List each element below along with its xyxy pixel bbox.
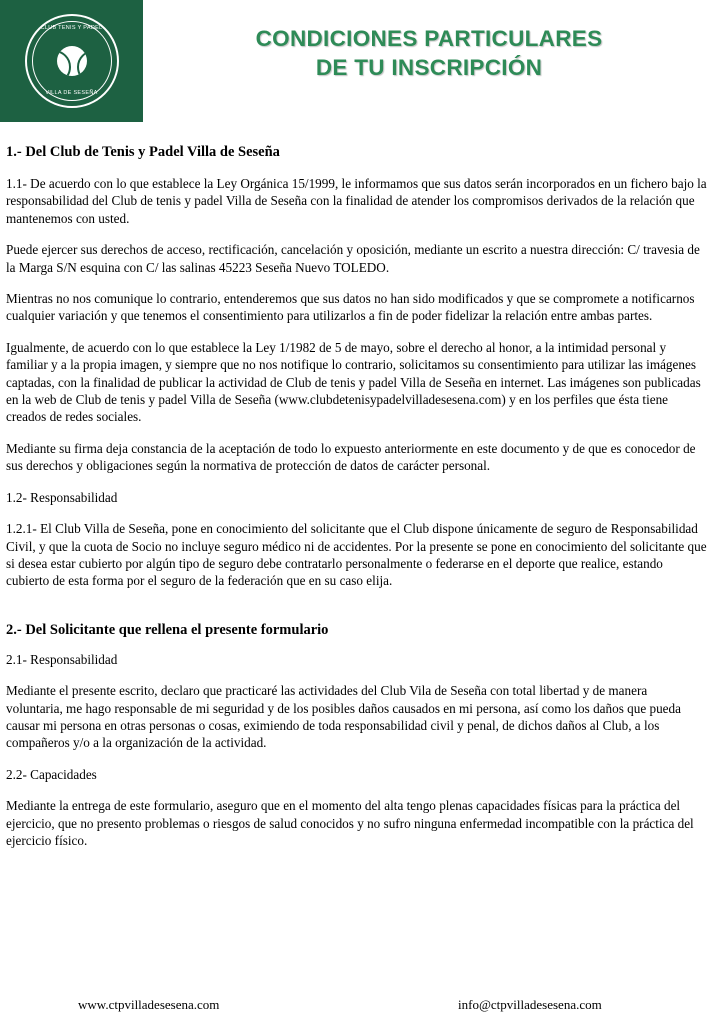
document-title-container: [143, 0, 715, 122]
document-footer: [0, 992, 715, 1018]
section-heading-1: 1.- Del Club de Tenis y Padel Villa de Seseña: [6, 144, 280, 160]
section-heading-2: 2.- Del Solicitante que rellena el presente formulario: [6, 621, 329, 638]
subheading-2-1: 2.1- Responsabilidad: [6, 651, 118, 667]
paragraph-signature: Mediante su firma deja constancia de la aceptación de todo lo expuesto anteriormente en este documento y de que es conocedor de sus derechos y obligaciones según la normativa de protección de datos de carácter personal.: [6, 440, 696, 474]
document-body: [0, 122, 715, 849]
logo-text-bottom: VILLA DE SESEÑA: [45, 90, 98, 96]
paragraph-1-1: 1.1- De acuerdo con lo que establece la Ley Orgánica 15/1999, le informamos que sus datos serán incorporados en un fichero bajo la responsabilidad del Club de tenis y padel Villa de Seseña con la finalidad de atender los compromisos derivados de la relación que mantenemos con usted.: [6, 176, 707, 226]
logo-text-top: CLUB TENIS Y PADEL: [40, 25, 103, 31]
club-logo-container: [0, 0, 143, 122]
page-title-line-1: CONDICIONES PARTICULARES: [255, 26, 603, 51]
paragraph-notification: Mientras no nos comunique lo contrario, entenderemos que sus datos no han sido modificados y que se compromete a notificarnos cualquier variación y que tenemos el consentimiento para utilizarlos a fin de poder fidelizar la relación entre ambas partes.: [6, 291, 695, 324]
footer-website[interactable]: www.ctpvilladesesena.com: [78, 997, 220, 1012]
paragraph-1-2-1: 1.2.1- El Club Villa de Seseña, pone en conocimiento del solicitante que el Club dispone únicamente de seguro de Responsabilidad Civil, y que la cuota de Socio no incluye seguro médico ni de accidentes. Por la presente se pone en conocimiento del solicitante que si desea estar cubierto por algún tipo de seguro debe contratarlo personalmente o federarse en el deporte que realice, estando cubierto de esta forma por el seguro de la federación que en su caso elija.: [6, 521, 707, 589]
paragraph-2-1-body: Mediante el presente escrito, declaro que practicaré las actividades del Club Vila de Seseña con total libertad y de manera voluntaria, me hago responsable de mi seguridad y de los posibles daños causados en mi persona, así como los daños que pueda causar mi persona en otras personas o cosas, eximiendo de toda responsabilidad civil y penal, de dichos daños al Club, a los compañeros y/o a la organización de la actividad.: [6, 683, 681, 751]
paragraph-image-rights: Igualmente, de acuerdo con lo que establece la Ley 1/1982 de 5 de mayo, sobre el derecho al honor, a la intimidad personal y familiar y a la propia imagen, y siempre que no nos notifique lo contrario, solicitamos su consentimiento para utilizar las imágenes captadas, con la finalidad de publicar la actividad de Club de tenis y padel Villa de Seseña en internet. Las imágenes son publicadas en la web de Club de tenis y padel Villa de Seseña (www.clubdetenisypadelvilladesesena.com) y en los perfiles que ésta tiene creados de redes sociales.: [6, 339, 701, 425]
document-header: [0, 0, 715, 122]
subheading-1-2: 1.2- Responsabilidad: [6, 489, 118, 505]
footer-email[interactable]: info@ctpvilladesesena.com: [458, 997, 602, 1012]
subheading-2-2: 2.2- Capacidades: [6, 766, 97, 782]
page-title-line-2: DE TU INSCRIPCIÓN: [315, 55, 543, 80]
paragraph-2-2-body: Mediante la entrega de este formulario, aseguro que en el momento del alta tengo plenas capacidades físicas para la práctica del ejercicio, que no presento problemas o riesgos de salud conocidos y no sufro ninguna enfermedad incompatible con la práctica del ejercicio físico.: [6, 798, 694, 848]
club-logo-icon: [25, 14, 119, 108]
tennis-ball-icon: [57, 46, 87, 76]
paragraph-rights: Puede ejercer sus derechos de acceso, rectificación, cancelación y oposición, mediante un escrito a nuestra dirección: C/ travesia de la Marga S/N esquina con C/ las salinas 45223 Seseña Nuevo TOLEDO.: [6, 242, 700, 275]
